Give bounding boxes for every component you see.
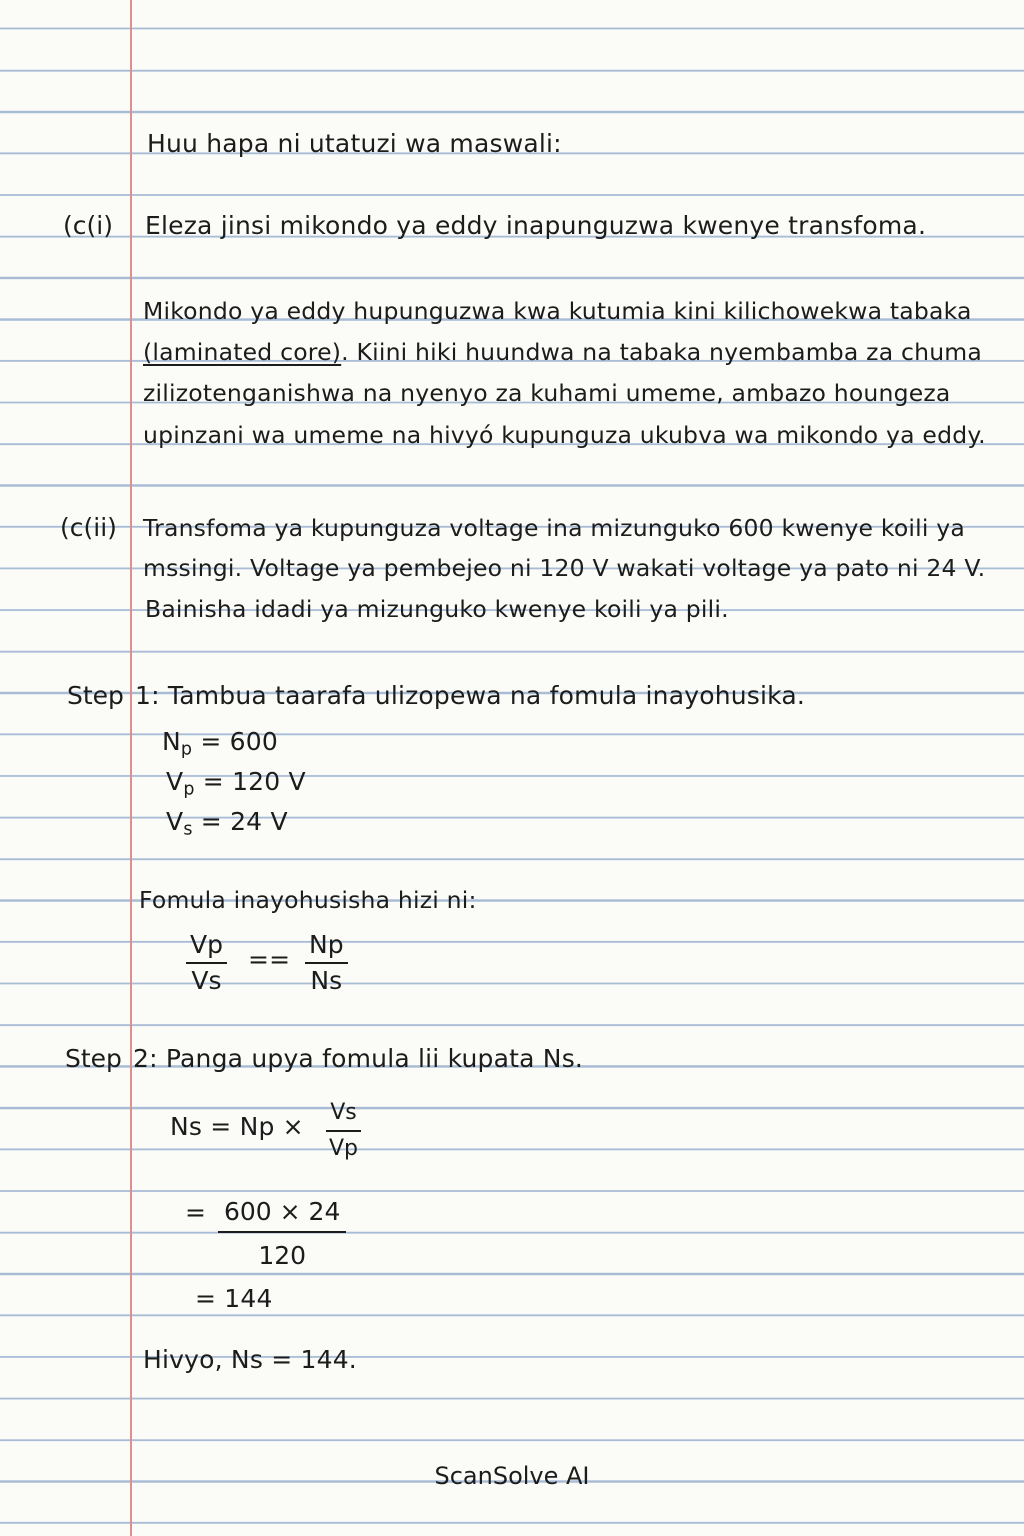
laminated-core-term: (laminated core)	[143, 338, 342, 366]
rearranged-numerator: Vs	[326, 1098, 361, 1132]
intro-text: Huu hapa ni utatuzi wa maswali:	[147, 129, 562, 158]
formula-equals: ==	[248, 945, 291, 974]
given-np: $N_p = 600$	[162, 727, 278, 760]
formula-rhs-numerator: Np	[305, 930, 348, 964]
step2-title: 2: Panga upya fomula lii kupata Ns.	[133, 1044, 584, 1073]
calc-result: = 144	[195, 1284, 273, 1313]
formula-rhs-denominator: Ns	[310, 966, 343, 995]
calc-numerator: 600 × 24	[218, 1197, 346, 1233]
part-cii-question-line2: mssingi. Voltage ya pembejeo ni 120 V wakati voltage ya pato ni 24 V.	[143, 554, 986, 582]
footer-brand: ScanSolve AI	[434, 1462, 590, 1490]
step1-label: Step	[67, 681, 124, 710]
rearranged-lhs: Ns = Np ×	[170, 1112, 304, 1141]
formula-lhs-fraction	[186, 930, 227, 996]
formula-intro: Fomula inayohusisha hizi ni:	[139, 886, 477, 914]
part-ci-answer-line4: upinzani wa umeme na hivyó kupunguza ukubva wa mikondo ya eddy.	[143, 421, 986, 449]
calc-denominator: 120	[258, 1241, 307, 1270]
part-ci-answer-line2-rest: . Kiini hiki huundwa na tabaka nyembamba za chuma	[341, 338, 982, 366]
given-vs: $V_s = 24$ V	[166, 807, 288, 840]
conclusion: Hivyo, Ns = 144.	[143, 1345, 357, 1374]
margin-line	[130, 0, 132, 1536]
formula-rhs-fraction	[305, 930, 348, 996]
part-cii-label: (c(ii)	[60, 513, 117, 542]
calc-equals: =	[185, 1198, 207, 1227]
part-ci-answer-line3: zilizotenganishwa na nyenyo za kuhami umeme, ambazo houngeza	[143, 379, 951, 407]
part-ci-answer-line1: Mikondo ya eddy hupunguzwa kwa kutumia kini kilichowekwa tabaka	[143, 297, 972, 325]
part-ci-label: (c(i)	[63, 211, 113, 240]
step1-title: 1: Tambua taarafa ulizopewa na fomula inayohusika.	[135, 681, 806, 710]
step2-label: Step	[65, 1044, 122, 1073]
given-vp: $V_p = 120$ V	[166, 767, 306, 800]
formula-lhs-numerator: Vp	[186, 930, 227, 964]
calc-fraction	[218, 1197, 346, 1271]
rearranged-fraction	[325, 1098, 362, 1164]
part-cii-question-line3: Bainisha idadi ya mizunguko kwenye koili ya pili.	[145, 595, 729, 623]
part-ci-answer-line2	[143, 337, 982, 367]
part-cii-question-line1: Transfoma ya kupunguza voltage ina mizunguko 600 kwenye koili ya	[143, 514, 965, 542]
part-ci-question: Eleza jinsi mikondo ya eddy inapunguzwa kwenye transfoma.	[145, 211, 927, 240]
formula-lhs-denominator: Vs	[191, 966, 222, 995]
rearranged-denominator: Vp	[329, 1136, 359, 1161]
